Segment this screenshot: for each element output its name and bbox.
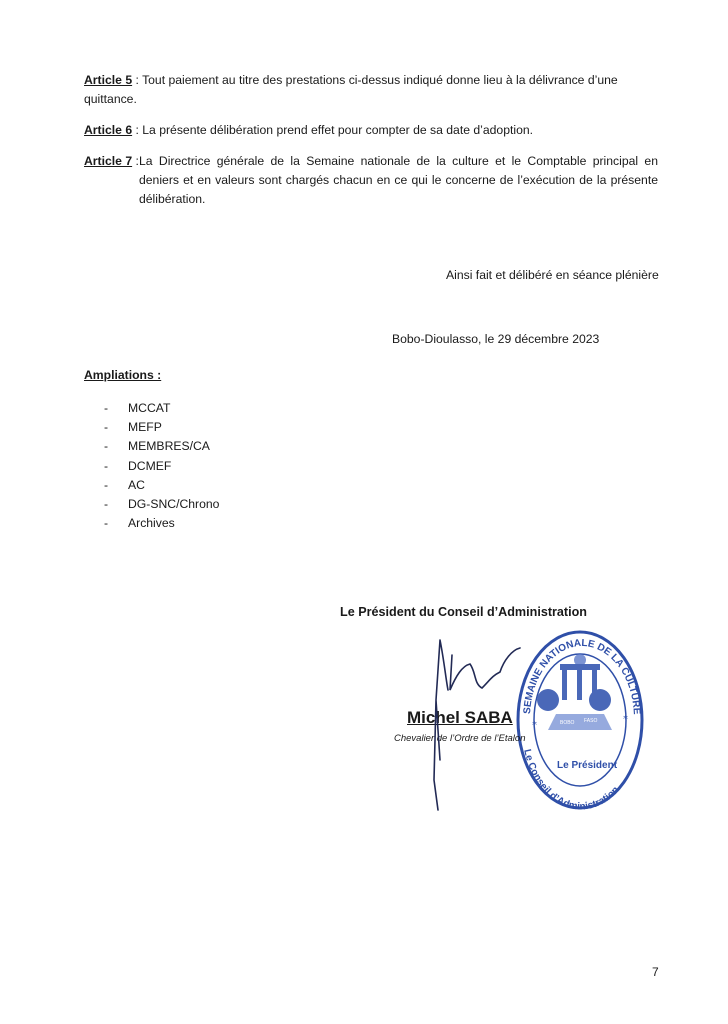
list-item: - MEFP [104, 419, 162, 434]
list-item-label: Archives [128, 516, 175, 531]
closing-statement: Ainsi fait et délibéré en séance plénière [446, 268, 659, 282]
article-separator: : [132, 154, 139, 168]
list-item: - Archives [104, 516, 175, 531]
list-item: - MCCAT [104, 400, 171, 415]
article-text: La présente délibération prend effet pour compter de sa date d’adoption. [142, 123, 534, 137]
article-separator: : [132, 123, 143, 137]
signatory-distinction: Chevalier de l’Ordre de l’Etalon [394, 733, 526, 744]
article-text: Tout paiement au titre des prestations ci-dessus indiqué donne lieu à la délivrance d’une quittance. [84, 73, 618, 106]
list-item: - DG-SNC/Chrono [104, 497, 220, 512]
stamp-center-text: Le Président [557, 760, 618, 771]
list-item: - MEMBRES/CA [104, 439, 210, 454]
list-item-label: MEFP [128, 419, 162, 434]
list-item: - AC [104, 477, 145, 492]
stamp-book-left: BOBO [560, 720, 575, 726]
article-text: La Directrice générale de la Semaine nationale de la culture et le Comptable principal en deniers et en valeurs sont chargés chacun en ce qui le concerne de l’exécution de la présente délibération. [139, 154, 658, 206]
stamp-top-text: SEMAINE NATIONALE DE LA CULTURE [522, 637, 642, 715]
ampliations-title: Ampliations : [84, 368, 162, 382]
page-number: 7 [652, 965, 659, 979]
list-item: - DCMEF [104, 458, 172, 473]
stamp-bottom-text: Le Conseil d’Administration [521, 748, 622, 813]
article-separator: : [132, 73, 143, 87]
list-item-label: DG-SNC/Chrono [128, 497, 220, 512]
svg-text:*: * [532, 720, 537, 731]
stamp-book-right: FASO [584, 718, 598, 724]
list-item-label: AC [128, 477, 145, 492]
place-date: Bobo-Dioulasso, le 29 décembre 2023 [392, 332, 600, 346]
list-item-label: DCMEF [128, 458, 172, 473]
svg-text:*: * [623, 714, 628, 725]
signatory-name: Michel SABA [407, 708, 513, 727]
list-item-label: MEMBRES/CA [128, 439, 210, 454]
signatory-role: Le Président du Conseil d’Administration [340, 605, 588, 619]
article-label: Article 6 [84, 123, 133, 137]
list-item-label: MCCAT [128, 400, 171, 415]
article-label: Article 7 [84, 154, 133, 168]
article-label: Article 5 [84, 73, 133, 87]
